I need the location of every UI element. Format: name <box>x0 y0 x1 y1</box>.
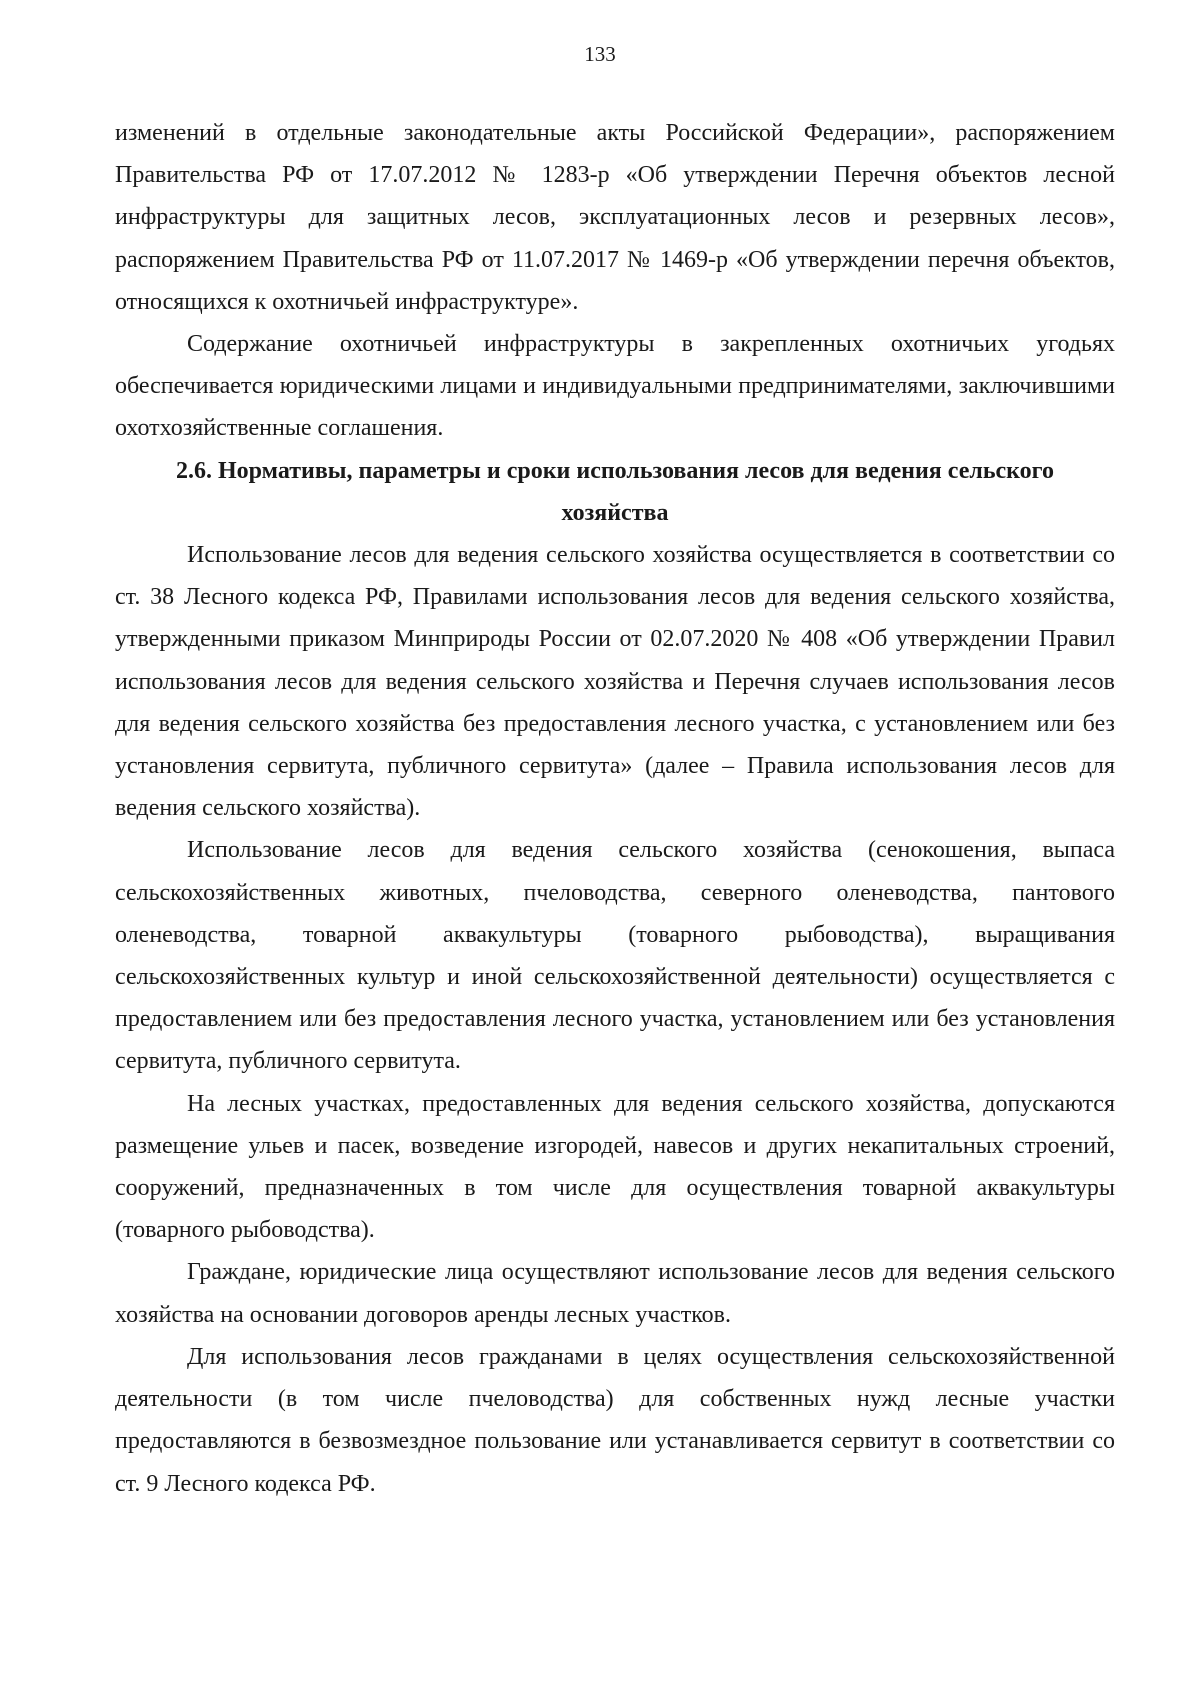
paragraph-allowed-structures: На лесных участках, предоставленных для ведения сельского хозяйства, допускаются размещение ульев и пасек, возведение изгородей, навесов и других некапитальных строений, сооружений, предназначенных в том числе для осуществления товарной аквакультуры (товарного рыбоводства). <box>115 1090 1115 1244</box>
page-number: 133 <box>584 42 616 66</box>
paragraph-free-use: Для использования лесов гражданами в целях осуществления сельскохозяйственной деятельности (в том числе пчеловодства) для собственных нужд лесные участки предоставляются в безвозмездное пользование или устанавливается сервитут в соответствии со ст. 9 Лесного кодекса РФ. <box>115 1343 1115 1497</box>
paragraph-legal-basis: Использование лесов для ведения сельского хозяйства осуществляется в соответствии со ст. 38 Лесного кодекса РФ, Правилами использования лесов для ведения сельского хозяйства, утвержденными приказом Минприроды России от 02.07.2020 № 408 «Об утверждении Правил использования лесов для ведения сельского хозяйства и Перечня случаев использования лесов для ведения сельского хозяйства без предоставления лесного участка, с установлением или без установления сервитута, публичного сервитута» (далее – Правила использования лесов для ведения сельского хозяйства). <box>115 542 1115 822</box>
section-heading: 2.6. Нормативы, параметры и сроки использования лесов для ведения сельского хозяйства <box>176 457 1054 526</box>
paragraph-continuation: изменений в отдельные законодательные акты Российской Федерации», распоряжением Правительства РФ от 17.07.2012 № 1283-р «Об утверждении Перечня объектов лесной инфраструктуры для защитных лесов, эксплуатационных лесов и резервных лесов», распоряжением Правительства РФ от 11.07.2017 № 1469-р «Об утверждении перечня объектов, относящихся к охотничьей инфраструктуре». <box>115 120 1115 315</box>
paragraph-usage-types: Использование лесов для ведения сельского хозяйства (сенокошения, выпаса сельскохозяйственных животных, пчеловодства, северного оленеводства, пантового оленеводства, товарной аквакультуры (товарного рыбоводства), выращивания сельскохозяйственных культур и иной сельскохозяйственной деятельности) осуществляется с предоставлением или без предоставления лесного участка, установлением или без установления сервитута, публичного сервитута. <box>115 837 1115 1075</box>
paragraph-hunting-infrastructure: Содержание охотничьей инфраструктуры в закрепленных охотничьих угодьях обеспечивается юридическими лицами и индивидуальными предпринимателями, заключившими охотхозяйственные соглашения. <box>115 331 1115 442</box>
page-content <box>115 112 1115 1505</box>
paragraph-lease-basis: Граждане, юридические лица осуществляют использование лесов для ведения сельского хозяйства на основании договоров аренды лесных участков. <box>115 1259 1115 1328</box>
